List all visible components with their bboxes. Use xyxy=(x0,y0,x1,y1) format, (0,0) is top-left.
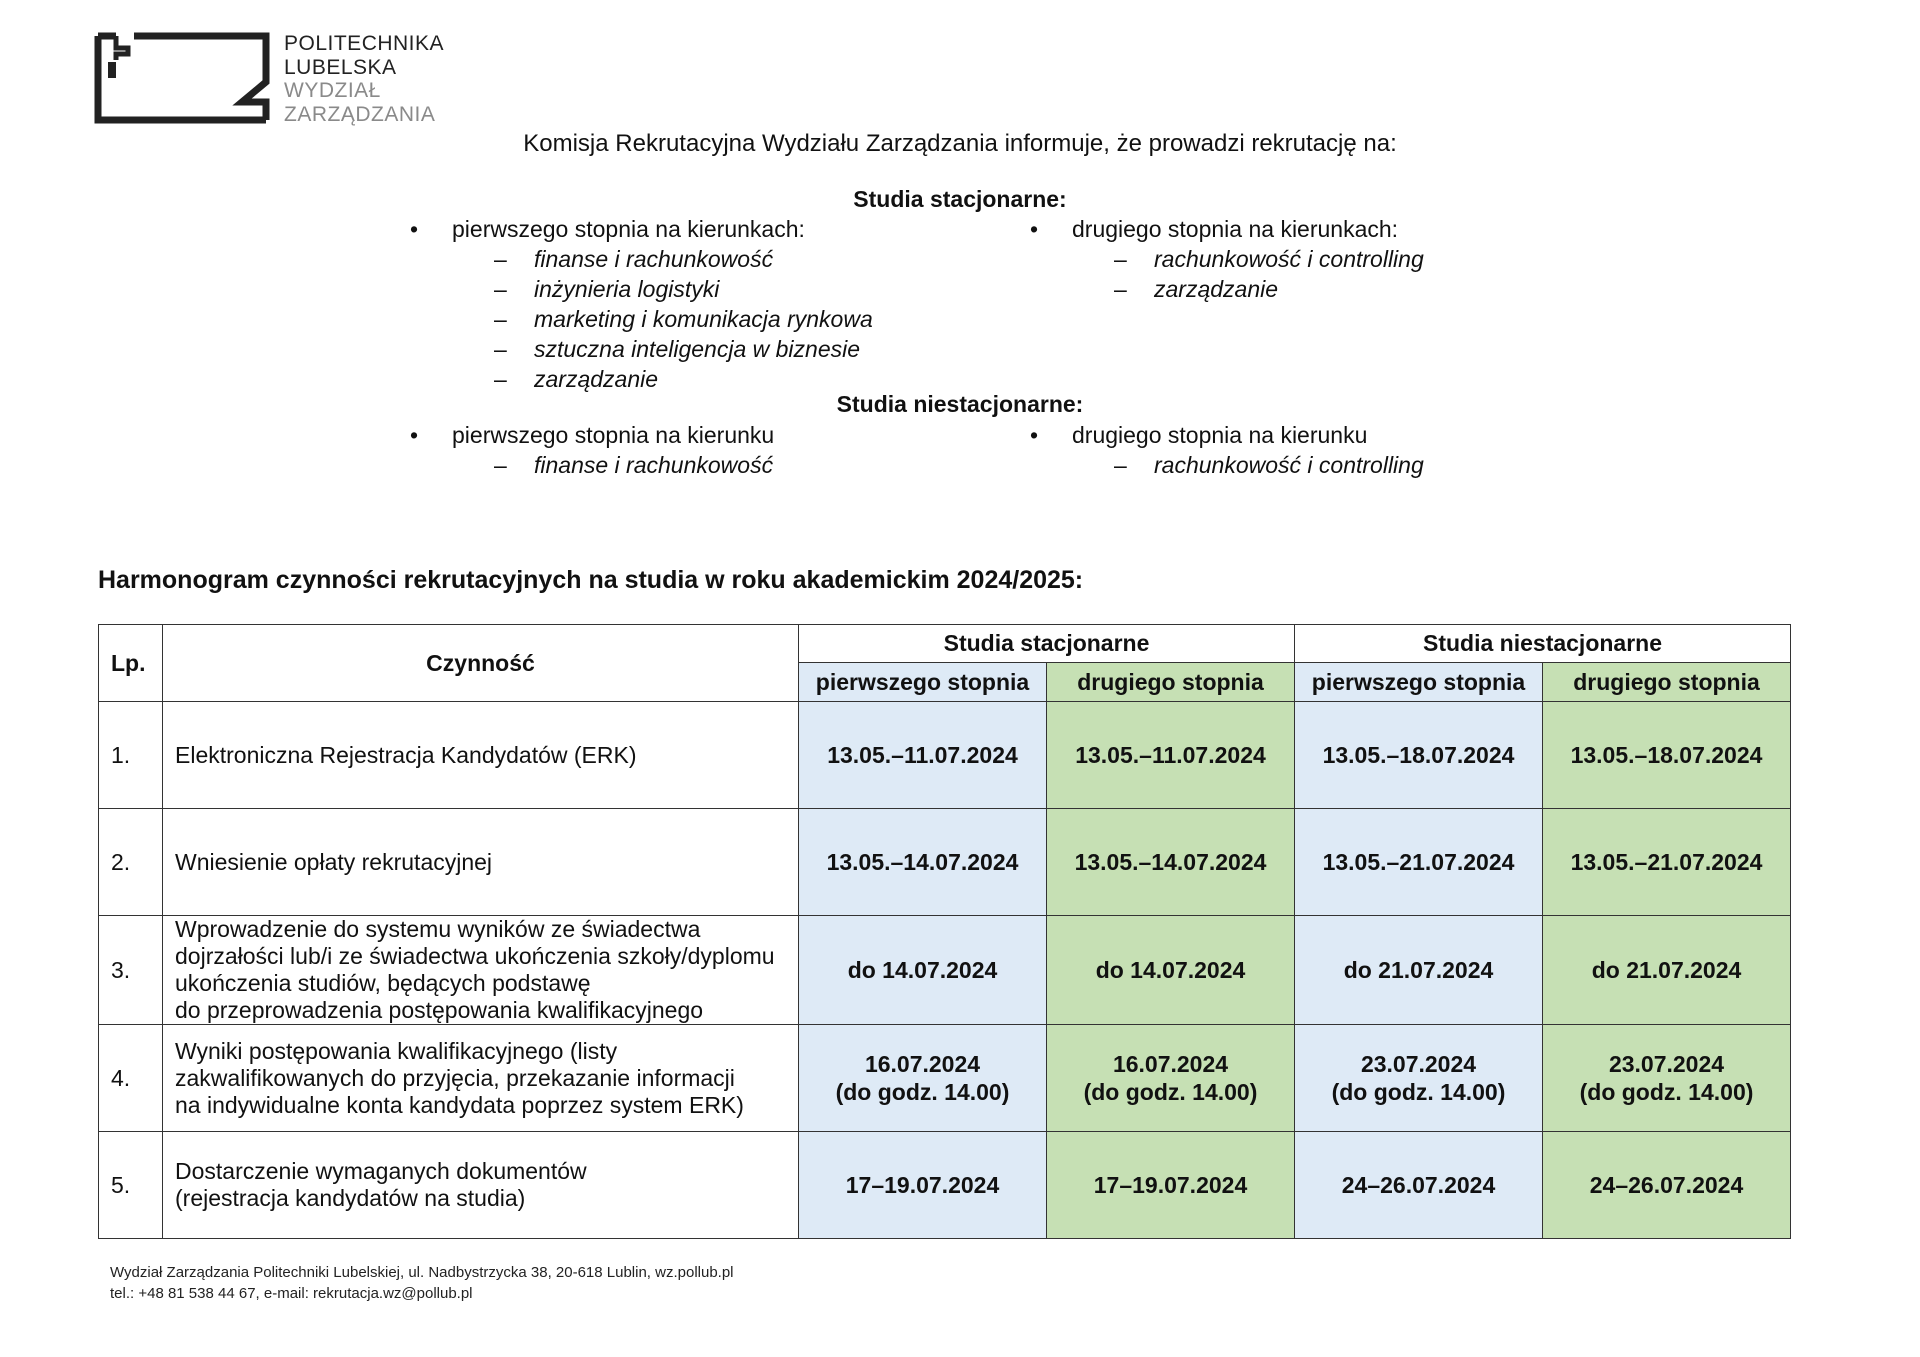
field-of-study: sztuczna inteligencja w biznesie xyxy=(534,336,861,362)
bullet-icon: • xyxy=(410,216,419,242)
date-cell xyxy=(799,1132,1047,1239)
date-cell xyxy=(1295,809,1543,916)
date-cell xyxy=(799,1025,1047,1132)
header-stacjonarne: Studia stacjonarne xyxy=(799,625,1295,663)
date-line: 13.05.–11.07.2024 xyxy=(827,742,1018,768)
date-cell xyxy=(799,916,1047,1025)
field-of-study: rachunkowość i controlling xyxy=(1154,246,1424,272)
dash-icon: – xyxy=(494,246,507,272)
date-line: 13.05.–14.07.2024 xyxy=(1074,849,1267,875)
date-cell xyxy=(1047,702,1295,809)
date-line: 16.07.2024 xyxy=(1112,1051,1229,1077)
activity-line: dojrzałości lub/i ze świadectwa ukończenia szkoły/dyplomu xyxy=(175,943,775,969)
footer-contact: tel.: +48 81 538 44 67, e-mail: rekrutacja.wz@pollub.pl xyxy=(110,1285,473,1302)
date-cell xyxy=(1295,702,1543,809)
date-line: (do godz. 14.00) xyxy=(1083,1079,1258,1105)
table-row xyxy=(99,1025,1791,1132)
field-of-study: zarządzanie xyxy=(534,366,659,392)
activity-line: ukończenia studiów, będących podstawę xyxy=(175,970,591,996)
row-number: 3. xyxy=(99,916,163,1025)
date-cell xyxy=(1047,1132,1295,1239)
table-row xyxy=(99,809,1791,916)
bullet-icon: • xyxy=(410,422,419,448)
degree-label: drugiego stopnia na kierunkach: xyxy=(1072,216,1399,242)
logo-line-2: LUBELSKA xyxy=(284,55,397,79)
faculty-logo xyxy=(94,32,454,124)
date-line: 23.07.2024 xyxy=(1608,1051,1725,1077)
schedule-table xyxy=(98,624,1791,1239)
date-line: do 21.07.2024 xyxy=(1343,957,1494,983)
date-line: 13.05.–11.07.2024 xyxy=(1075,742,1266,768)
date-cell xyxy=(1047,809,1295,916)
row-number: 2. xyxy=(99,809,163,916)
field-of-study: inżynieria logistyki xyxy=(534,276,720,302)
date-cell xyxy=(1295,916,1543,1025)
dash-icon: – xyxy=(494,276,507,302)
activity-cell xyxy=(163,809,799,916)
logo-line-3: WYDZIAŁ xyxy=(284,79,381,102)
header-first-degree: pierwszego stopnia xyxy=(799,663,1047,702)
date-line: 13.05.–18.07.2024 xyxy=(1322,742,1515,768)
date-line: do 14.07.2024 xyxy=(847,957,998,983)
header-second-degree: drugiego stopnia xyxy=(1047,663,1295,702)
date-cell xyxy=(1543,1132,1791,1239)
logo-line-1: POLITECHNIKA xyxy=(284,32,445,55)
field-of-study: finanse i rachunkowość xyxy=(534,452,774,478)
date-cell xyxy=(1047,916,1295,1025)
date-cell xyxy=(1047,1025,1295,1132)
field-of-study: marketing i komunikacja rynkowa xyxy=(534,306,873,332)
date-cell xyxy=(799,809,1047,916)
date-line: (do godz. 14.00) xyxy=(1331,1079,1506,1105)
logo-line-4: ZARZĄDZANIA xyxy=(284,102,436,126)
activity-line: do przeprowadzenia postępowania kwalifikacyjnego xyxy=(175,997,704,1023)
activity-line: (rejestracja kandydatów na studia) xyxy=(175,1185,526,1211)
heading-niestacjonarne: Studia niestacjonarne: xyxy=(836,391,1084,417)
heading-stacjonarne: Studia stacjonarne: xyxy=(853,186,1067,212)
dash-icon: – xyxy=(1114,276,1127,302)
date-line: 13.05.–21.07.2024 xyxy=(1570,849,1763,875)
activity-cell xyxy=(163,1025,799,1132)
row-number: 5. xyxy=(99,1132,163,1239)
row-number: 1. xyxy=(99,702,163,809)
date-line: 23.07.2024 xyxy=(1360,1051,1477,1077)
date-cell xyxy=(1543,1025,1791,1132)
date-line: 17–19.07.2024 xyxy=(1093,1172,1248,1198)
header-second-degree: drugiego stopnia xyxy=(1543,663,1791,702)
header-lp: Lp. xyxy=(99,625,163,702)
header-niestacjonarne: Studia niestacjonarne xyxy=(1295,625,1791,663)
table-row xyxy=(99,702,1791,809)
activity-line: zakwalifikowanych do przyjęcia, przekazanie informacji xyxy=(175,1064,735,1091)
date-line: (do godz. 14.00) xyxy=(835,1079,1010,1105)
degree-label: pierwszego stopnia na kierunku xyxy=(452,422,775,448)
header-activity: Czynność xyxy=(163,625,799,702)
field-of-study: finanse i rachunkowość xyxy=(534,246,774,272)
dash-icon: – xyxy=(1114,246,1127,272)
footer xyxy=(110,1262,734,1304)
date-line: 24–26.07.2024 xyxy=(1589,1172,1744,1198)
intro-text: Komisja Rekrutacyjna Wydziału Zarządzania informuje, że prowadzi rekrutację na: xyxy=(523,130,1397,157)
date-cell xyxy=(1543,702,1791,809)
date-line: 16.07.2024 xyxy=(864,1051,981,1077)
date-cell xyxy=(1295,1132,1543,1239)
date-line: (do godz. 14.00) xyxy=(1579,1079,1754,1105)
table-row xyxy=(99,1132,1791,1239)
activity-line: Elektroniczna Rejestracja Kandydatów (ERK) xyxy=(175,741,637,768)
date-line: 17–19.07.2024 xyxy=(845,1172,1000,1198)
activity-line: Wprowadzenie do systemu wyników ze świadectwa xyxy=(175,916,701,942)
activity-cell xyxy=(163,1132,799,1239)
activity-cell xyxy=(163,916,799,1025)
date-line: 13.05.–14.07.2024 xyxy=(826,849,1019,875)
activity-line: Wyniki postępowania kwalifikacyjnego (listy xyxy=(175,1037,618,1064)
degree-label: pierwszego stopnia na kierunkach: xyxy=(452,216,805,242)
field-of-study: rachunkowość i controlling xyxy=(1154,452,1424,478)
activity-line: Wniesienie opłaty rekrutacyjnej xyxy=(175,848,493,875)
schedule-title: Harmonogram czynności rekrutacyjnych na studia w roku akademickim 2024/2025: xyxy=(98,566,1084,594)
dash-icon: – xyxy=(494,336,507,362)
header-first-degree: pierwszego stopnia xyxy=(1295,663,1543,702)
date-cell xyxy=(1543,916,1791,1025)
dash-icon: – xyxy=(494,306,507,332)
dash-icon: – xyxy=(494,452,507,478)
date-line: 13.05.–21.07.2024 xyxy=(1322,849,1515,875)
row-number: 4. xyxy=(99,1025,163,1132)
table-row xyxy=(99,916,1791,1025)
field-of-study: zarządzanie xyxy=(1154,276,1279,302)
date-line: do 14.07.2024 xyxy=(1095,957,1246,983)
date-line: 13.05.–18.07.2024 xyxy=(1570,742,1763,768)
footer-address: Wydział Zarządzania Politechniki Lubelskiej, ul. Nadbystrzycka 38, 20-618 Lublin, wz.pollub.pl xyxy=(110,1264,734,1281)
date-cell xyxy=(799,702,1047,809)
dash-icon: – xyxy=(494,366,507,392)
dash-icon: – xyxy=(1114,452,1127,478)
activity-line: na indywidualne konta kandydata poprzez system ERK) xyxy=(175,1091,744,1118)
date-cell xyxy=(1295,1025,1543,1132)
date-line: 24–26.07.2024 xyxy=(1341,1172,1496,1198)
date-cell xyxy=(1543,809,1791,916)
table-header-row xyxy=(99,625,1791,663)
logo-wordmark xyxy=(284,32,444,126)
bullet-icon: • xyxy=(1030,422,1039,448)
bullet-icon: • xyxy=(1030,216,1039,242)
date-line: do 21.07.2024 xyxy=(1591,957,1742,983)
logo-mark-icon xyxy=(94,32,270,124)
degree-label: drugiego stopnia na kierunku xyxy=(1072,422,1368,448)
activity-cell xyxy=(163,702,799,809)
activity-line: Dostarczenie wymaganych dokumentów xyxy=(175,1158,587,1184)
